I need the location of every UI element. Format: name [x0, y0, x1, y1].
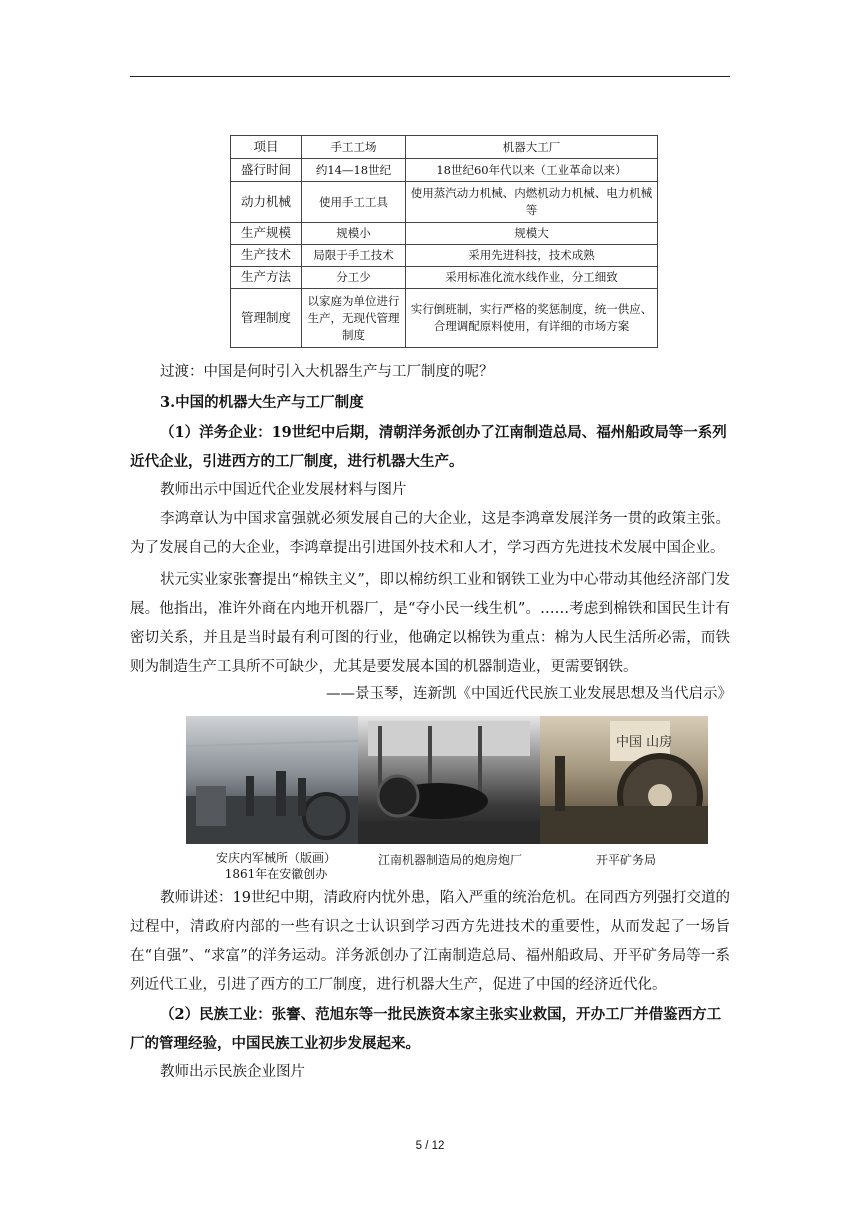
- table-cell: 局限于手工技术: [302, 245, 406, 267]
- table-row: [231, 245, 658, 267]
- point-yangwu: （1）洋务企业：19世纪中后期，清朝洋务派创办了江南制造总局、福州船政局等一系列近代企业，引进西方的工厂制度，进行机器大生产。: [130, 424, 727, 470]
- anqing-arsenal-photo: [186, 716, 358, 844]
- citation: ——景玉琴，连新凯《中国近代民族工业发展思想及当代启示》: [326, 686, 732, 702]
- table-row: [231, 223, 658, 245]
- transition-text: 过渡：中国是何时引入大机器生产与工厂制度的呢？: [160, 364, 494, 380]
- photo-strip: [186, 716, 708, 844]
- table-cell: 生产方法: [231, 267, 302, 289]
- caption-anqing: [196, 850, 356, 882]
- caption-anqing-date: 1861年在安徽创办: [224, 867, 328, 881]
- gun-factory-image: [358, 716, 540, 844]
- point-national-industry: （2）民族工业：张謇、范旭东等一批民族资本家主张实业救国，开办工厂并借鉴西方工厂的管理经验，中国民族工业初步发展起来。: [130, 1006, 722, 1052]
- comparison-table: [230, 135, 658, 348]
- table-cell: 管理制度: [231, 289, 302, 348]
- table-header-cell: 机器大工厂: [406, 136, 658, 159]
- teacher-show-2: 教师出示民族企业图片: [160, 1064, 305, 1080]
- jiangnan-arsenal-photo: [358, 716, 540, 844]
- table-cell: 规模小: [302, 223, 406, 245]
- teacher-show-1: 教师出示中国近代企业发展材料与图片: [160, 482, 407, 498]
- table-cell: 生产规模: [231, 223, 302, 245]
- header-rule: [130, 76, 730, 77]
- table-cell: 采用先进科技，技术成熟: [406, 245, 658, 267]
- caption-jiangnan: 江南机器制造局的炮房炮厂: [377, 853, 522, 867]
- table-header-cell: 手工工场: [302, 136, 406, 159]
- caption-anqing-title: 安庆内军械所（版画）: [215, 851, 336, 865]
- table-cell: 实行倒班制，实行严格的奖惩制度，统一供应、合理调配原料使用，有详细的市场方案: [406, 289, 658, 348]
- table-row: [231, 159, 658, 182]
- workshop-engraving-image: [186, 716, 358, 844]
- material-zhangjian: 状元实业家张謇提出“棉铁主义”，即以棉纺织工业和钢铁工业为中心带动其他经济部门发展。他指出，准许外商在内地开机器厂，是“夺小民一线生机”。……考虑到棉铁和国民生计有密切关系，并且是当时最有利可图的行业，他确定以棉铁为重点：棉为人民生活所必需，而铁则为制造生产工具所不可缺少，尤其是要发展本国的机器制造业，更需要钢铁。: [130, 572, 730, 675]
- table-cell: 分工少: [302, 267, 406, 289]
- table-row: [231, 182, 658, 223]
- mine-engine-image: [540, 716, 708, 844]
- mine-sign-text: 中国 山房: [616, 735, 673, 750]
- table-cell: 生产技术: [231, 245, 302, 267]
- kaiping-mine-photo: [540, 716, 708, 844]
- table-row: [231, 267, 658, 289]
- section-title: 3.中国的机器大生产与工厂制度: [160, 394, 364, 411]
- table-cell: 使用蒸汽动力机械、内燃机动力机械、电力机械等: [406, 182, 658, 223]
- table-cell: 盛行时间: [231, 159, 302, 182]
- table-cell: 以家庭为单位进行生产，无现代管理制度: [302, 289, 406, 348]
- teacher-talk: 教师讲述：19世纪中期，清政府内忧外患，陷入严重的统治危机。在同西方列强打交道的过程中，清政府内部的一些有识之士认识到学习西方先进技术的重要性，从而发起了一场旨在“自强”、“求富”的洋务运动。洋务派创办了江南制造总局、福州船政局、开平矿务局等一系列近代工业，引进了西方的工厂制度，进行机器大生产，促进了中国的经济近代化。: [130, 890, 730, 993]
- table-header-row: [231, 136, 658, 159]
- material-lihongzhang: 李鸿章认为中国求富强就必须发展自己的大企业，这是李鸿章发展洋务一贯的政策主张。为了发展自己的大企业，李鸿章提出引进国外技术和人才，学习西方先进技术发展中国企业。: [130, 511, 730, 556]
- caption-kaiping: 开平矿务局: [595, 853, 656, 867]
- table-cell: 18世纪60年代以来（工业革命以来）: [406, 159, 658, 182]
- table-row: [231, 289, 658, 348]
- table-cell: 规模大: [406, 223, 658, 245]
- page-number: 5 / 12: [415, 1140, 445, 1152]
- table-header-cell: 项目: [231, 136, 302, 159]
- table-cell: 约14—18世纪: [302, 159, 406, 182]
- table-cell: 动力机械: [231, 182, 302, 223]
- table-cell: 使用手工工具: [302, 182, 406, 223]
- table-cell: 采用标准化流水线作业，分工细致: [406, 267, 658, 289]
